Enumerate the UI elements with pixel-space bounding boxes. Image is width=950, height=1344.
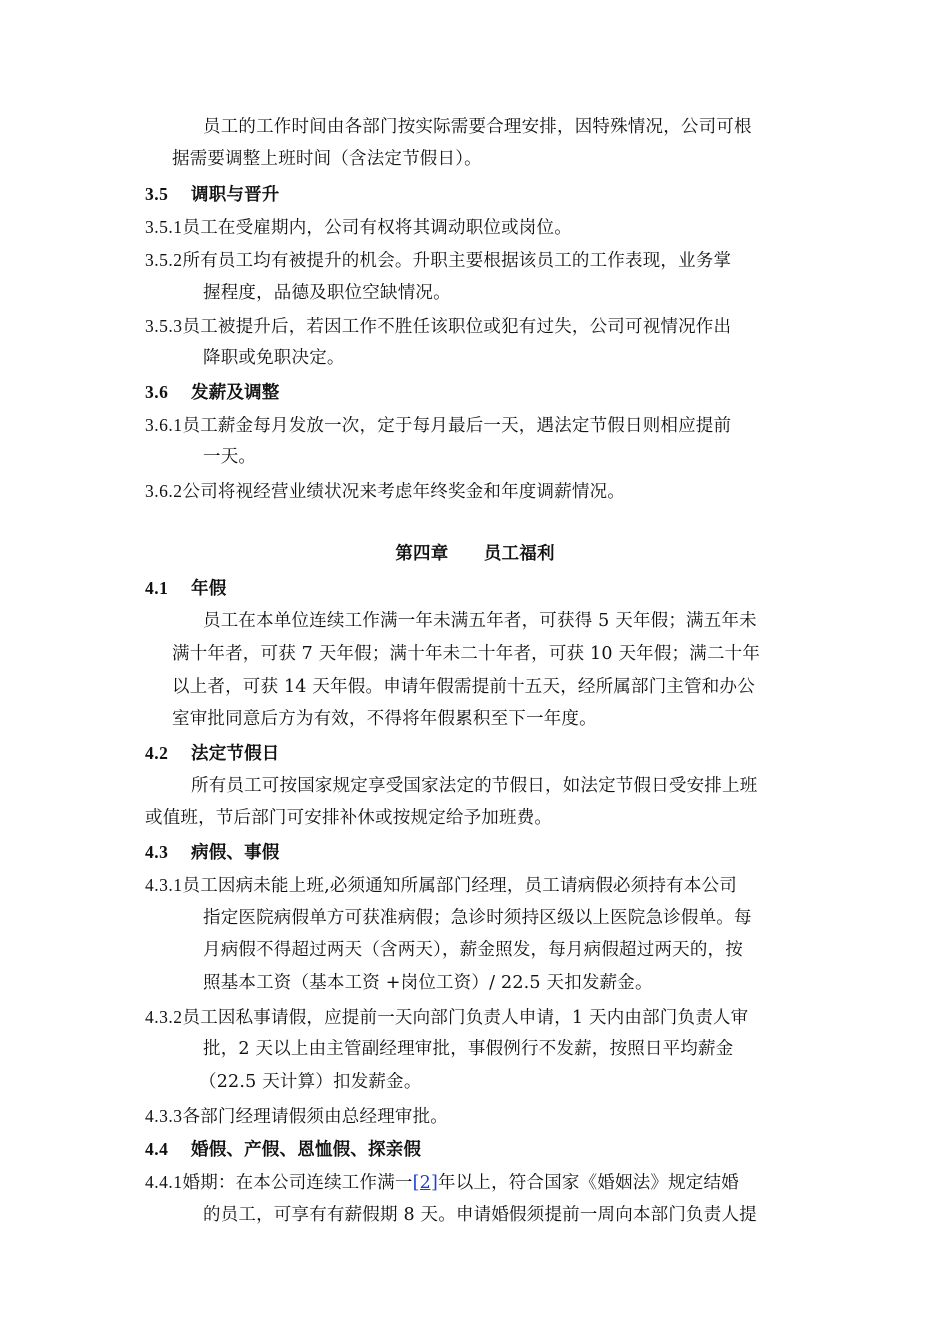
clause-text: 员工在受雇期内，公司有权将其调动职位或岗位。 bbox=[182, 218, 572, 238]
chapter-title: 第四章 员工福利 bbox=[395, 544, 555, 564]
section-heading-4-4 bbox=[145, 1137, 421, 1162]
section-number: 3.6 bbox=[145, 382, 169, 402]
section-heading-4-2 bbox=[145, 741, 280, 766]
section-heading-4-1 bbox=[145, 576, 226, 601]
paragraph-line: 握程度，品德及职位空缺情况。 bbox=[203, 283, 451, 303]
paragraph-line: 所有员工可按国家规定享受国家法定的节假日，如法定节假日受安排上班 bbox=[191, 776, 758, 796]
clause-number: 4.4.1 bbox=[145, 1172, 183, 1192]
paragraph-line: 的员工，可享有有薪假期 8 天。申请婚假须提前一周向本部门负责人提 bbox=[203, 1205, 757, 1225]
paragraph-line: 员工的工作时间由各部门按实际需要合理安排，因特殊情况，公司可根 bbox=[203, 117, 752, 137]
clause-3-5-2 bbox=[145, 248, 731, 273]
paragraph-line: 批，2 天以上由主管副经理审批，事假例行不发薪，按照日平均薪金 bbox=[203, 1039, 734, 1059]
clause-3-5-1 bbox=[145, 215, 572, 240]
clause-text: 公司将视经营业绩状况来考虑年终奖金和年度调薪情况。 bbox=[182, 482, 625, 502]
clause-3-6-2 bbox=[145, 479, 625, 504]
section-heading-4-3 bbox=[145, 840, 280, 865]
paragraph-line: 员工在本单位连续工作满一年未满五年者，可获得 5 天年假；满五年未 bbox=[203, 611, 757, 631]
section-number: 4.3 bbox=[145, 842, 169, 862]
paragraph-line: 以上者，可获 14 天年假。申请年假需提前十五天，经所属部门主管和办公 bbox=[172, 677, 755, 697]
section-title: 年假 bbox=[191, 579, 227, 599]
clause-number: 4.3.2 bbox=[145, 1007, 183, 1027]
paragraph-line: 室审批同意后方为有效，不得将年假累积至下一年度。 bbox=[172, 709, 597, 729]
paragraph-line: 照基本工资（基本工资 +岗位工资）/ 22.5 天扣发薪金。 bbox=[203, 973, 653, 993]
clause-number: 3.5.1 bbox=[145, 217, 183, 237]
paragraph-line: 月病假不得超过两天（含两天），薪金照发，每月病假超过两天的，按 bbox=[203, 940, 743, 960]
clause-number: 4.3.3 bbox=[145, 1106, 183, 1126]
clause-4-3-1 bbox=[145, 873, 737, 898]
paragraph-line: 一天。 bbox=[203, 447, 257, 467]
clause-3-5-3 bbox=[145, 314, 731, 339]
paragraph-line: 降职或免职决定。 bbox=[203, 348, 345, 368]
clause-text: 所有员工均有被提升的机会。升职主要根据该员工的工作表现，业务掌 bbox=[182, 251, 732, 271]
clause-number: 3.5.2 bbox=[145, 250, 183, 270]
clause-3-6-1 bbox=[145, 413, 731, 438]
section-number: 3.5 bbox=[145, 184, 169, 204]
clause-text: 年以上，符合国家《婚姻法》规定结婚 bbox=[438, 1173, 739, 1193]
section-title: 病假、事假 bbox=[191, 843, 280, 863]
clause-text: 员工因私事请假，应提前一天向部门负责人申请，1 天内由部门负责人审 bbox=[182, 1008, 749, 1028]
clause-text: 婚期：在本公司连续工作满一 bbox=[182, 1173, 413, 1193]
clause-number: 4.3.1 bbox=[145, 875, 183, 895]
section-heading-3-6 bbox=[145, 380, 280, 405]
clause-4-4-1 bbox=[145, 1170, 739, 1195]
section-title: 婚假、产假、恩恤假、探亲假 bbox=[191, 1140, 422, 1160]
section-number: 4.1 bbox=[145, 578, 169, 598]
clause-4-3-3 bbox=[145, 1104, 448, 1129]
paragraph-line: 满十年者，可获 7 天年假；满十年未二十年者，可获 10 天年假；满二十年 bbox=[172, 644, 761, 664]
section-number: 4.4 bbox=[145, 1139, 169, 1159]
clause-text: 员工被提升后，若因工作不胜任该职位或犯有过失，公司可视情况作出 bbox=[182, 317, 732, 337]
section-title: 法定节假日 bbox=[191, 744, 280, 764]
section-number: 4.2 bbox=[145, 743, 169, 763]
section-title: 调职与晋升 bbox=[191, 185, 280, 205]
clause-text: 员工因病未能上班,必须通知所属部门经理，员工请病假必须持有本公司 bbox=[182, 876, 737, 896]
paragraph-line: 据需要调整上班时间（含法定节假日）。 bbox=[172, 149, 482, 169]
paragraph-line: 指定医院病假单方可获准病假；急诊时须持区级以上医院急诊假单。每 bbox=[203, 908, 752, 928]
clause-number: 3.6.2 bbox=[145, 481, 183, 501]
footnote-link[interactable]: [2] bbox=[412, 1173, 438, 1193]
clause-text: 员工薪金每月发放一次，定于每月最后一天，遇法定节假日则相应提前 bbox=[182, 416, 732, 436]
clause-4-3-2 bbox=[145, 1005, 748, 1030]
paragraph-line: 或值班，节后部门可安排补休或按规定给予加班费。 bbox=[145, 808, 553, 828]
section-heading-3-5 bbox=[145, 182, 280, 207]
clause-number: 3.6.1 bbox=[145, 415, 183, 435]
section-title: 发薪及调整 bbox=[191, 383, 280, 403]
clause-number: 3.5.3 bbox=[145, 316, 183, 336]
clause-text: 各部门经理请假须由总经理审批。 bbox=[182, 1107, 448, 1127]
paragraph-line: （22.5 天计算）扣发薪金。 bbox=[199, 1072, 422, 1092]
